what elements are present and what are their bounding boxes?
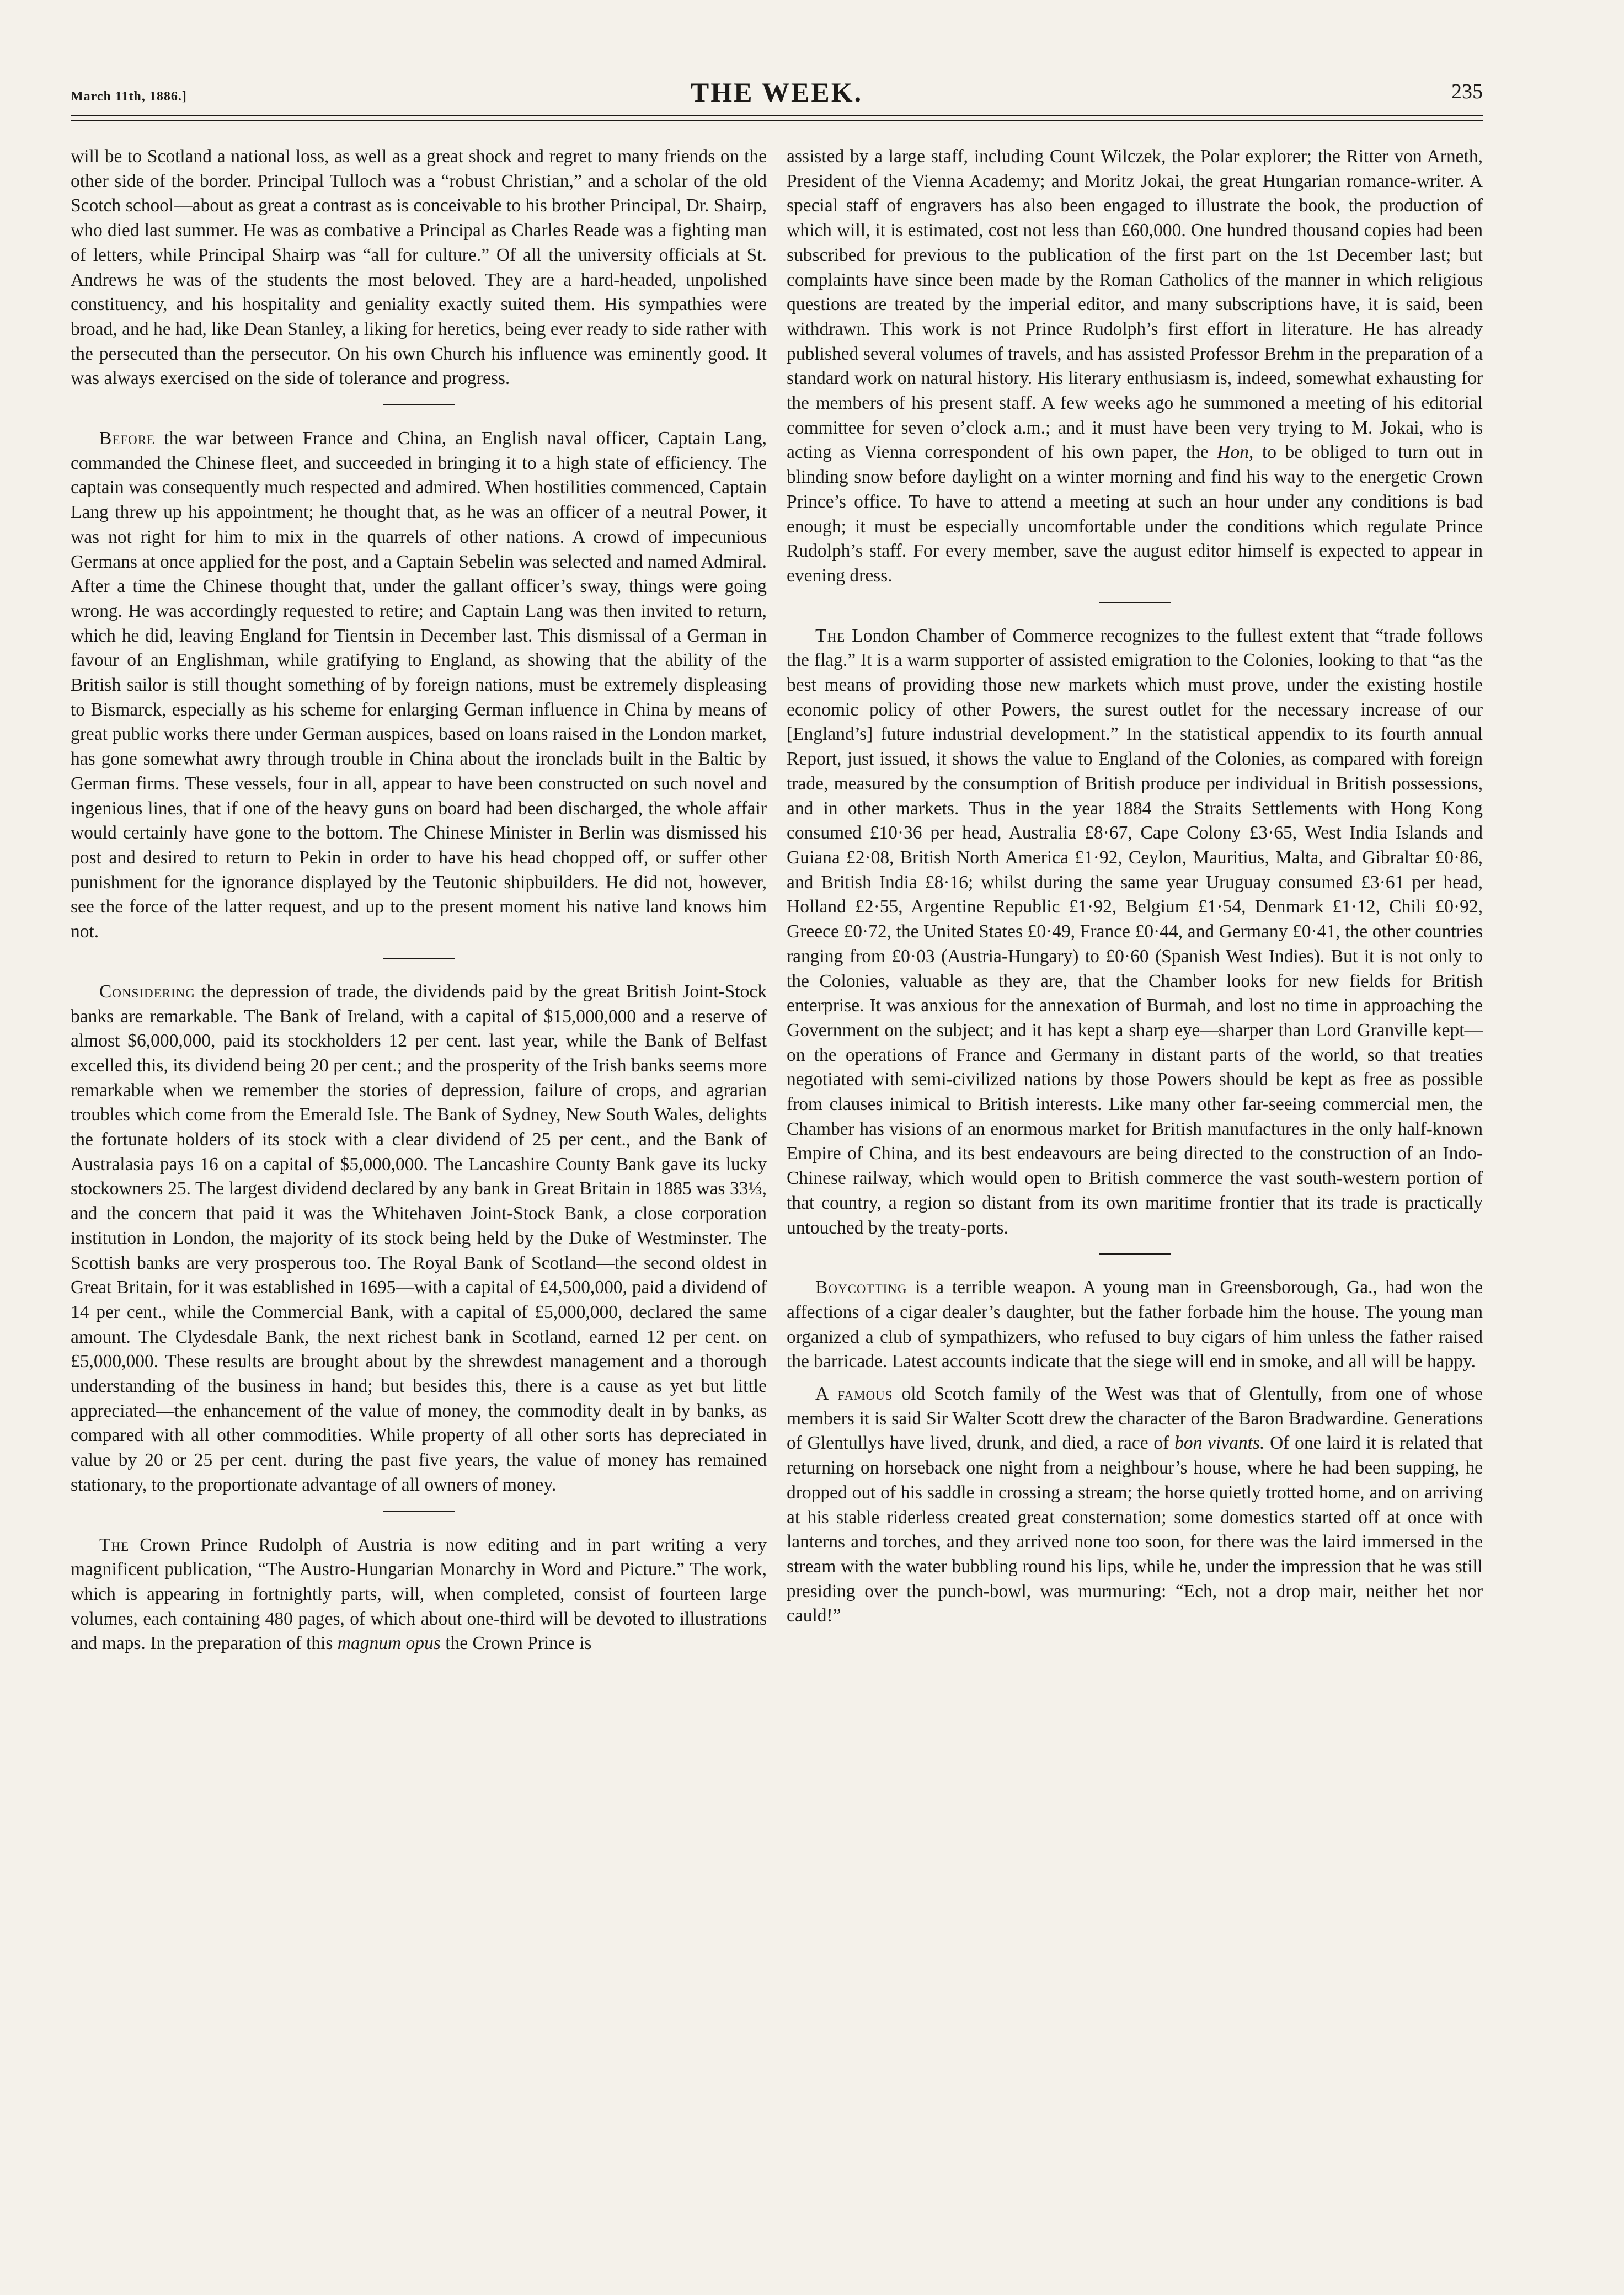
article-lead-word: The (99, 1534, 130, 1555)
article-tulloch: will be to Scotland a national loss, as well as a great shock and regret to many friends on the other side of the border. Principal Tulloch was a “robust Christian,” and a scholar of the old Scotch school—about as great a contrast as is conceivable to his brother Principal, Dr. Shairp, who died last summer. He was as combative a Principal as Charles Reade was a fighting man of letters, while Principal Shairp was “all for culture.” Of all the university officials at St. Andrews he was of the students the most beloved. They are a hard-headed, unpolished constituency, and his hospitality and geniality exactly suited them. His sympathies were broad, and he had, like Dean Stanley, a liking for heretics, being ever ready to side rather with the persecuted than the persecutor. On his own Church his influence was eminently good. It was always exercised on the side of tolerance and progress. (71, 146, 767, 389)
article-lead-word: A famous (815, 1384, 893, 1405)
section-divider (1099, 602, 1171, 603)
paragraph-gap (787, 1374, 1483, 1382)
italic-phrase: Hon (1217, 442, 1249, 463)
section-divider (1099, 1253, 1171, 1255)
header-rule-thin (71, 120, 1483, 121)
left-column (71, 145, 767, 1656)
article-lead-word: Before (99, 428, 156, 449)
article-lead-word: The (815, 625, 846, 646)
article-glentully (787, 1382, 1483, 1629)
article-body: the depression of trade, the dividends paid by the great British Joint-Stock banks are remarkable. The Bank of Ireland, with a capital of $15,000,000 and a reserve of almost $6,000,000, paid its stockholders 12 per cent. last year, while the Bank of Belfast excelled this, its dividend being 20 per cent.; and the prosperity of the Irish banks seems more remarkable when we remember the stories of depression, failure of crops, and agrarian troubles which come from the Emerald Isle. The Bank of Sydney, New South Wales, delights the fortunate holders of its stock with a clear dividend of 25 per cent., and the Bank of Australasia pays 16 on a capital of $5,000,000. The Lancashire County Bank gave its lucky stockowners 25. The largest dividend declared by any bank in Great Britain in 1885 was 33⅓, and the concern that paid it was the Whitehaven Joint-Stock Bank, a close corporation institution in London, the majority of its stock being held by the Duke of Westminster. The Scottish banks are very prosperous too. The Royal Bank of Scotland—the second oldest in Great Britain, for it was established in 1695—with a capital of £4,500,000, paid a dividend of 14 per cent., while the Commercial Bank, with a capital of £5,000,000, declared the same amount. The Clydesdale Bank, the next richest bank in Scotland, earned 12 per cent. on £5,000,000. These results are brought about by the shrewdest management and a thorough understanding of the business in hand; but besides this, there is a cause as yet but little appreciated—the enhancement of the value of money, the commodity dealt in by banks, as compared with all other commodities. While property of all other sorts has depreciated in value by 20 or 25 per cent. during the past five years, the value of money has remained stationary, to the proportionate advantage of all owners of money. (71, 981, 767, 1495)
section-divider (383, 404, 455, 405)
article-body: the war between France and China, an English naval officer, Captain Lang, commanded the Chinese fleet, and succeeded in bringing it to a high state of efficiency. The captain was consequently much respected and admired. When hostilities commenced, Captain Lang threw up his appointment; he thought that, as he was an officer of a neutral Power, it was not right for him to mix in the quarrels of other nations. A crowd of impecunious Germans at once applied for the post, and a Captain Sebelin was selected and named Admiral. After a time the Chinese thought that, under the gallant officer’s sway, things were going wrong. He was accordingly requested to retire; and Captain Lang was then invited to return, which he did, leaving England for Tientsin in December last. This dismissal of a German in favour of an Englishman, while gratifying to England, as showing that the ability of the British sailor is still thought something of by foreign nations, must be extremely displeasing to Bismarck, especially as his scheme for enlarging German influence in China by means of great public works there under German auspices, based on loans raised in the London market, has gone somewhat awry through trouble in China about the ironclads built in the Baltic by German firms. These vessels, four in all, appear to have been constructed on such novel and ingenious lines, that if one of the heavy guns on board had been discharged, the whole affair would certainly have gone to the bottom. The Chinese Minister in Berlin was dismissed his post and desired to return to Pekin in order to have his head chopped off, or suffer other punishment for the ignorance displayed by the Teutonic shipbuilders. He did not, however, see the force of the latter request, and up to the present moment his native land knows him not. (71, 428, 767, 942)
article-body-end: Of one laird it is related that returning on horseback one night from a neighbour’s house, where he had been supping, he dropped out of his saddle in crossing a stream; the horse quietly trotted home, and on arriving at his stable riderless created great consternation; some domestics started off at once with lanterns and torches, and they arrived none too soon, for there was the laird immersed in the stream with the water bubbling round his lips, while he, under the impression that he was still presiding over the punch-bowl, was murmuring: “Ech, not a drop mair, neither het nor cauld!” (787, 1433, 1483, 1626)
article-body: Crown Prince Rudolph of Austria is now editing and in part writing a very magnificent publication, “The Austro-Hungarian Monarchy in Word and Picture.” The work, which is appearing in fortnightly parts, will, when completed, consist of fourteen large volumes, each containing 480 pages, of which about one-third will be devoted to illustrations and maps. In the preparation of this (71, 1534, 767, 1654)
article-body: old Scotch family of the West was that of Glentully, from one of whose members it is said Sir Walter Scott drew the character of the Baron Bradwardine. Generations of Glentullys have lived, drunk, and died, a race of (787, 1384, 1483, 1454)
page-number: 235 (1451, 80, 1483, 103)
article-body: is a terrible weapon. A young man in Greensborough, Ga., had won the affections of a cigar dealer’s daughter, but the father forbade him the house. The young man organized a club of sympathizers, who refused to buy cigars of him unless the father raised the barricade. Latest accounts indicate that the siege will end in smoke, and all will be happy. (787, 1277, 1483, 1372)
article-bank-dividends (71, 980, 767, 1498)
italic-phrase: magnum opus (337, 1633, 441, 1654)
right-column (787, 145, 1483, 1629)
publication-title: THE WEEK. (690, 77, 863, 108)
section-divider (383, 1511, 455, 1512)
article-captain-lang (71, 426, 767, 944)
italic-phrase: bon vivants. (1174, 1433, 1265, 1454)
article-chamber-of-commerce (787, 624, 1483, 1241)
article-body: assisted by a large staff, including Count Wilczek, the Polar explorer; the Ritter von Arneth, President of the Vienna Academy; and Moritz Jokai, the great Hungarian romance-writer. A special staff of engravers has also been engaged to illustrate the book, the production of which will, it is estimated, cost not less than £60,000. One hundred thousand copies had been subscribed for previous to the publication of the first part on the 1st December last; but complaints have since been made by the Roman Catholics of the manner in which religious questions are treated by the imperial editor, and many subscriptions have, it is said, been withdrawn. This work is not Prince Rudolph’s first effort in literature. He has already published several volumes of travels, and has assisted Professor Brehm in the preparation of a standard work on natural history. His literary enthusiasm is, indeed, somewhat exhausting for the members of his present staff. A few weeks ago he summoned a meeting of his editorial committee for seven o’clock a.m.; and it must have been very trying to M. Jokai, who is acting as Vienna correspondent of his own paper, the (787, 146, 1483, 463)
section-divider (383, 958, 455, 959)
header-rule-thick (71, 115, 1483, 116)
article-lead-word: Boycotting (815, 1277, 907, 1298)
article-body: London Chamber of Commerce recognizes to the fullest extent that “trade follows the flag.” It is a warm supporter of assisted emigration to the Colonies, looking to that “as the best means of providing those new markets which must prove, under the existing hostile economic policy of other Powers, the surest outlet for the necessary increase of our [England’s] future industrial development.” In the statistical appendix to its fourth annual Report, just issued, it shows the value to England of the Colonies, as compared with foreign trade, measured by the consumption of British produce per individual in British possessions, and in other markets. Thus in the year 1884 the Straits Settlements with Hong Kong consumed £10·36 per head, Australia £8·67, Cape Colony £3·65, West India Islands and Guiana £2·08, British North America £1·92, Ceylon, Mauritius, Malta, and Gibraltar £0·86, and British India £8·16; whilst during the same year Uruguay consumed £3·61 per head, Holland £2·55, Argentine Republic £1·92, Belgium £1·54, Denmark £1·12, Chili £0·92, Greece £0·72, the United States £0·49, France £0·44, and Germany £0·41, the other countries ranging from £0·03 (Austria-Hungary) to £0·60 (Spanish West Indies). But it is not only to the Colonies, valuable as they are, that the Chamber looks for new fields for British enterprise. It was anxious for the annexation of Burmah, and lost no time in approaching the Government on the subject; and it has kept a sharp eye—sharper than Lord Granville kept—on the operations of France and Germany in distant parts of the world, so that treaties negotiated with semi-civilized nations by those Powers should be kept as free as possible from clauses inimical to British interests. Like many other far-seeing commercial men, the Chamber has visions of an enormous market for British manufactures in the only half-known Empire of China, and its best endeavours are being directed to the construction of an Indo-Chinese railway, which would open to British commerce the vast south-western portion of that country, a region so distant from its own maritime frontier that its trade is practically untouched by the treaty-ports. (787, 625, 1483, 1238)
page-header (71, 72, 1483, 110)
article-body-end: the Crown Prince is (440, 1633, 592, 1654)
article-body-end: , to be obliged to turn out in blinding snow before daylight on a winter morning and find his way to the energetic Crown Prince’s office. To have to attend a meeting at such an hour under any conditions is bad enough; it must be especially uncomfortable under the conditions which regulate Prince Rudolph’s staff. For every member, save the august editor himself is expected to appear in evening dress. (787, 442, 1483, 586)
issue-date: March 11th, 1886.] (71, 89, 187, 104)
article-boycotting (787, 1275, 1483, 1374)
article-lead-word: Considering (99, 981, 195, 1002)
article-crown-prince (71, 1533, 767, 1657)
article-crown-prince-continued (787, 145, 1483, 589)
